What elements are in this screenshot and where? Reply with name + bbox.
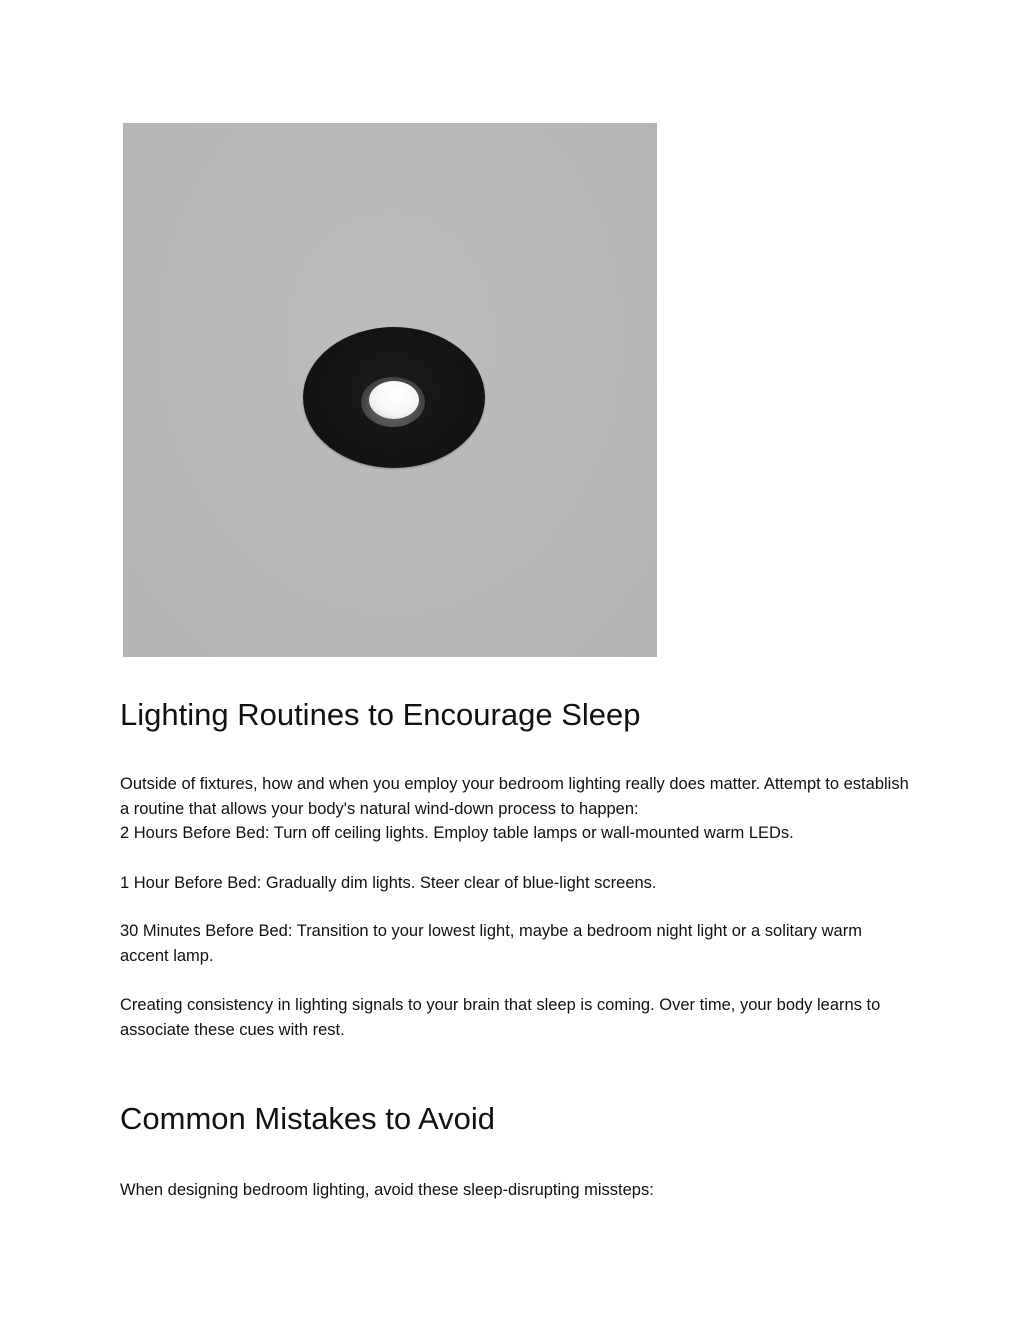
- paragraph-consistency: Creating consistency in lighting signals to your brain that sleep is coming. Over time, your body learns to associate these cues with rest.: [120, 996, 881, 1039]
- paragraph-thirty-minutes-before-bed: 30 Minutes Before Bed: Transition to your lowest light, maybe a bedroom night light or a solitary warm accent lamp.: [120, 922, 862, 965]
- paragraph-one-hour-before-bed: 1 Hour Before Bed: Gradually dim lights. Steer clear of blue-light screens.: [120, 874, 657, 892]
- section-heading-lighting-routines: Lighting Routines to Encourage Sleep: [120, 697, 641, 732]
- product-photo: [123, 123, 657, 657]
- paragraph-intro: Outside of fixtures, how and when you employ your bedroom lighting really does matter. Attempt to establish a routine that allows your body's natural wind-down process to happen:: [120, 775, 909, 818]
- fixture-lens: [369, 381, 419, 419]
- section-heading-common-mistakes: Common Mistakes to Avoid: [120, 1101, 496, 1136]
- paragraph-mistakes-intro: When designing bedroom lighting, avoid these sleep-disrupting missteps:: [120, 1181, 654, 1199]
- fixture-lens-rim: [361, 377, 425, 427]
- paragraph-two-hours-before-bed: 2 Hours Before Bed: Turn off ceiling lights. Employ table lamps or wall-mounted warm LEDs.: [120, 824, 794, 842]
- recessed-downlight-icon: [303, 327, 485, 468]
